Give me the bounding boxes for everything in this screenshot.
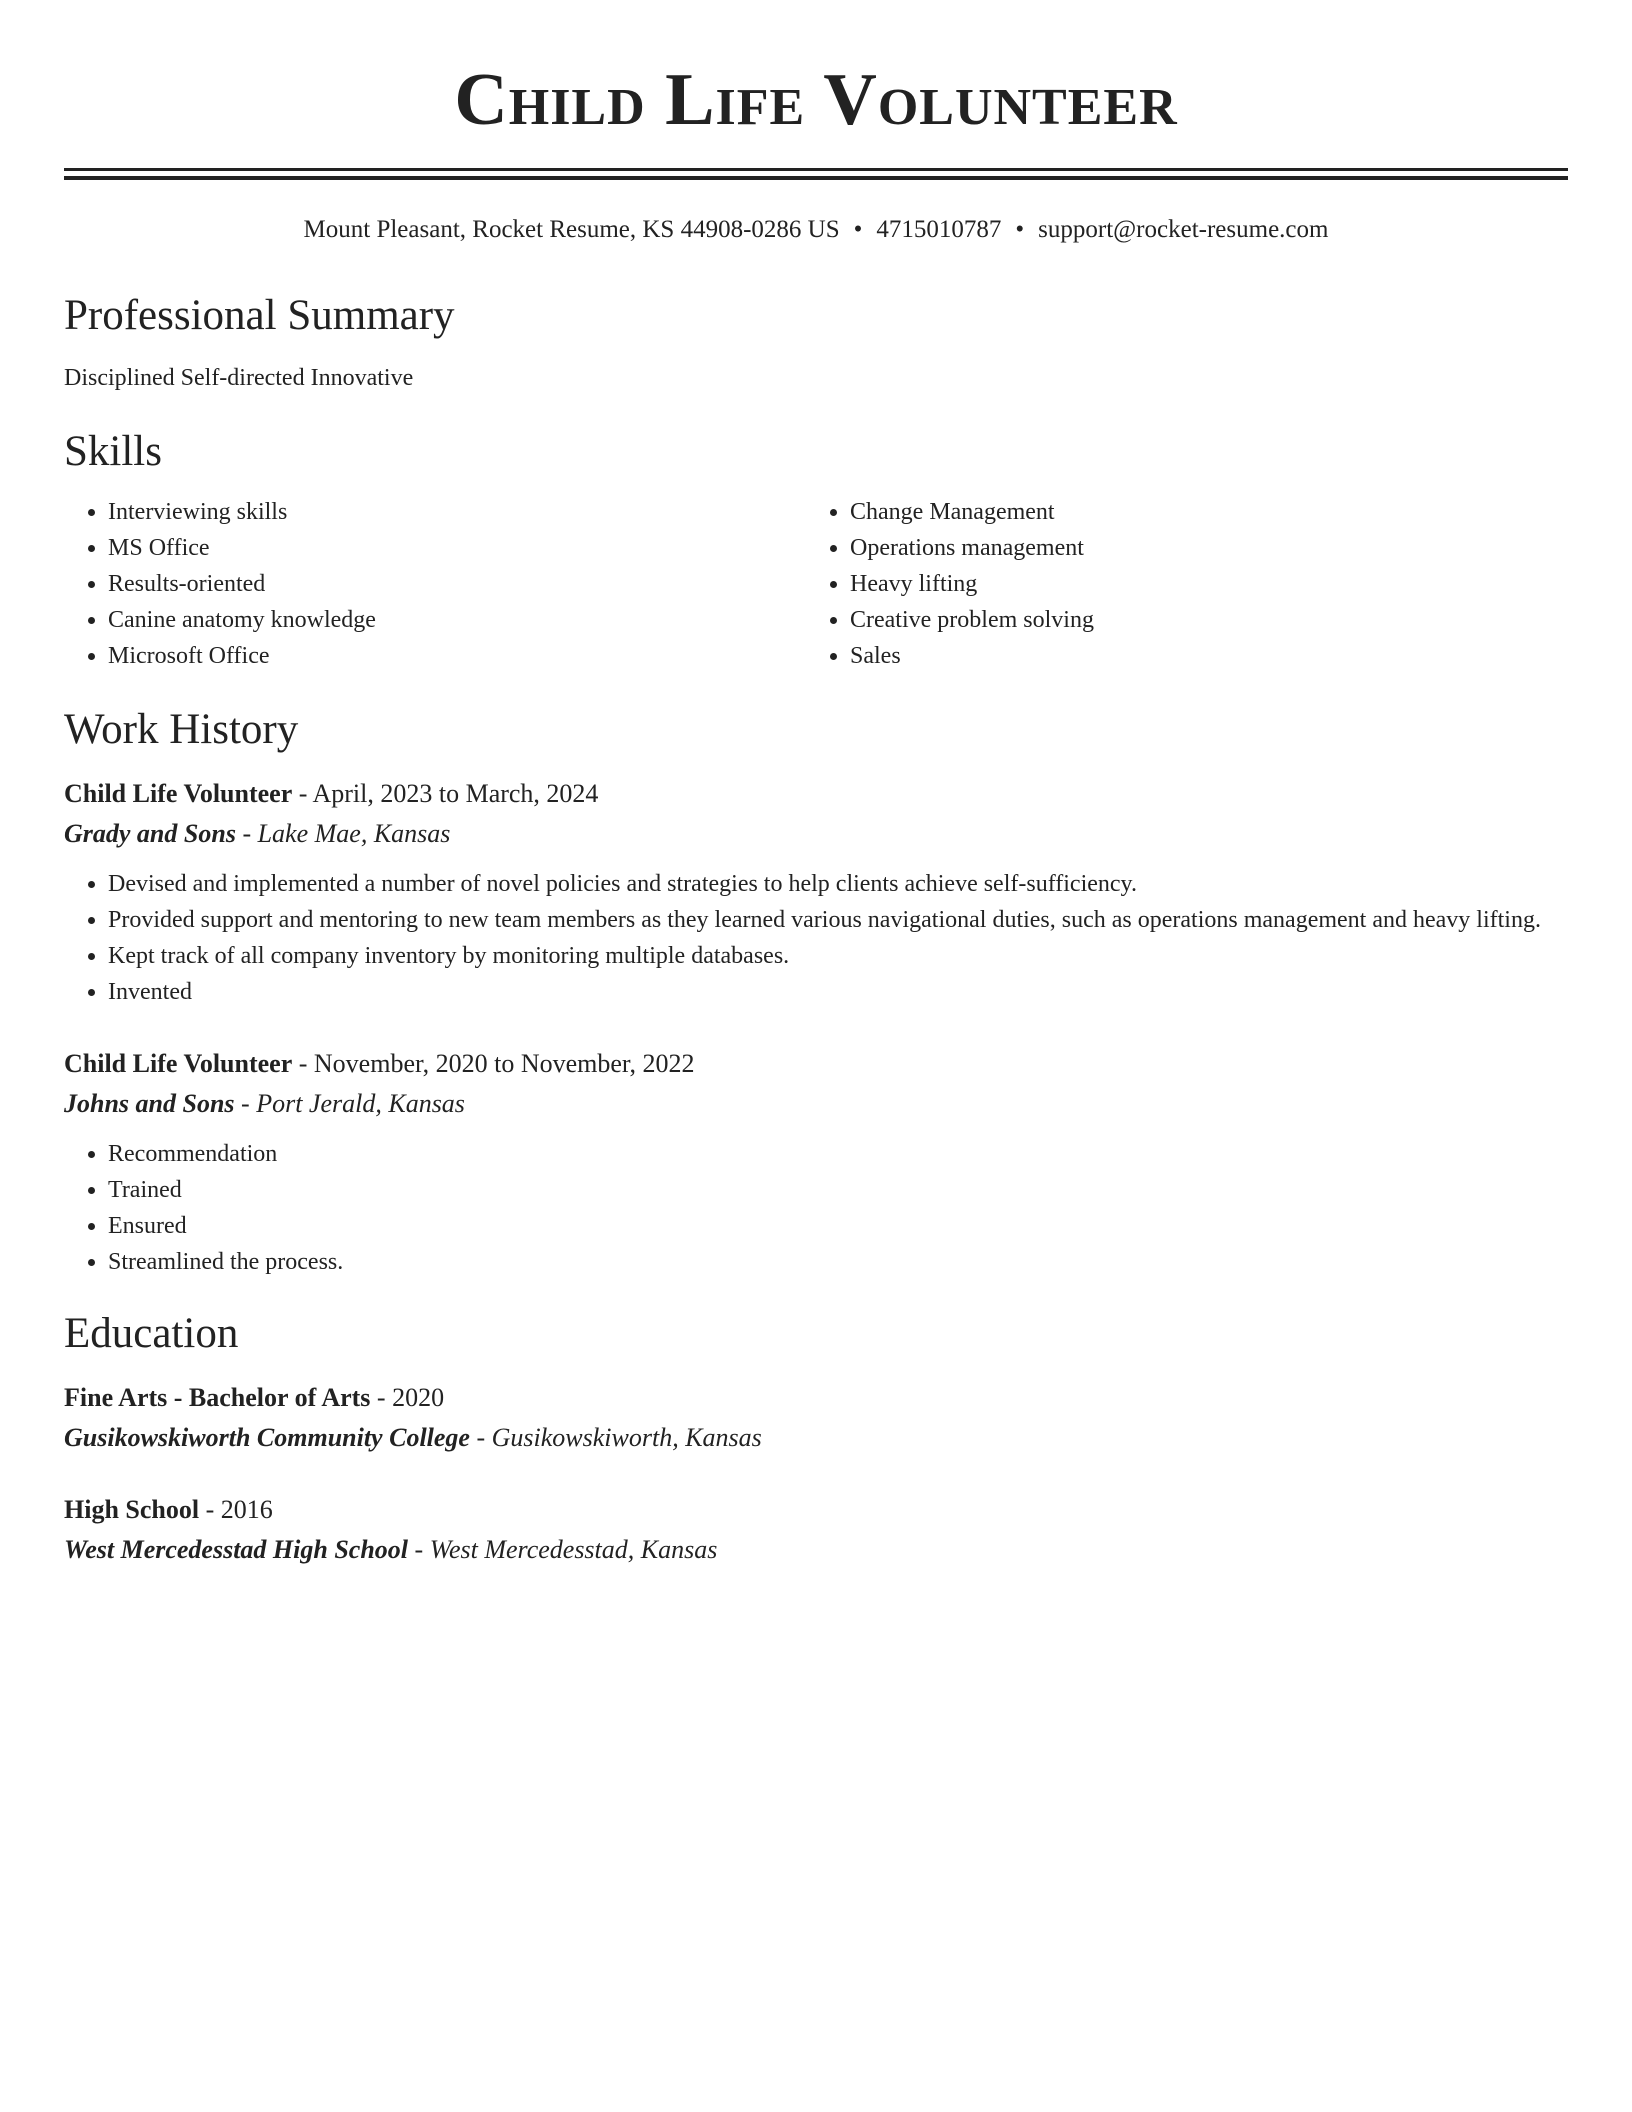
- job-bullet: • Streamlined the process.: [108, 1244, 1568, 1280]
- school-line: [64, 1420, 1568, 1456]
- bullet-separator: •: [1015, 216, 1025, 243]
- job-company: Grady and Sons: [64, 819, 236, 848]
- skill-item: • Change Management: [850, 494, 1548, 530]
- skill-item: • Results-oriented: [108, 566, 806, 602]
- job-bullet: • Trained: [108, 1172, 1568, 1208]
- job-role: Child Life Volunteer: [64, 779, 293, 808]
- degree-name: High School: [64, 1495, 200, 1524]
- skills-heading: Skills: [64, 428, 162, 475]
- job-bullet: • Recommendation: [108, 1136, 1568, 1172]
- job-bullet: • Provided support and mentoring to new team members as they learned various navigational duties, such as operations management and heavy lifting.: [108, 902, 1568, 938]
- work-history-heading: Work History: [64, 706, 299, 753]
- job-entry: [64, 776, 1568, 1010]
- school-name: West Mercedesstad High School: [64, 1535, 409, 1564]
- job-company-line: [64, 1086, 1568, 1122]
- skills-left-list: [64, 494, 806, 674]
- skill-item: • Microsoft Office: [108, 638, 806, 674]
- contact-phone: 4715010787: [876, 216, 1002, 243]
- double-rule-divider: [64, 168, 1568, 180]
- job-title-line: [64, 1046, 1568, 1082]
- skill-item: • Sales: [850, 638, 1548, 674]
- job-dates: - April, 2023 to March, 2024: [292, 779, 599, 808]
- job-location: - Lake Mae, Kansas: [235, 819, 451, 848]
- skill-item: • MS Office: [108, 530, 806, 566]
- degree-line: [64, 1492, 1568, 1528]
- degree-year: - 2016: [199, 1495, 273, 1524]
- skills-columns: [64, 494, 1568, 674]
- job-location: - Port Jerald, Kansas: [234, 1089, 465, 1118]
- job-entry: [64, 1046, 1568, 1280]
- bullet-separator: •: [853, 216, 863, 243]
- contact-line: [64, 214, 1568, 246]
- skill-item: • Canine anatomy knowledge: [108, 602, 806, 638]
- job-bullets: [64, 866, 1568, 1010]
- summary-text: Disciplined Self-directed Innovative: [64, 365, 414, 391]
- skill-item: • Operations management: [850, 530, 1548, 566]
- skill-item: • Heavy lifting: [850, 566, 1548, 602]
- summary-heading: Professional Summary: [64, 292, 455, 339]
- school-name: Gusikowskiworth Community College: [64, 1423, 470, 1452]
- skill-item: • Creative problem solving: [850, 602, 1548, 638]
- education-entry: [64, 1492, 1568, 1568]
- degree-line: [64, 1380, 1568, 1416]
- skill-item: • Interviewing skills: [108, 494, 806, 530]
- job-bullets: [64, 1136, 1568, 1280]
- job-bullet: • Ensured: [108, 1208, 1568, 1244]
- skills-right-list: [806, 494, 1548, 674]
- job-title-line: [64, 776, 1568, 812]
- school-location: - West Mercedesstad, Kansas: [408, 1535, 718, 1564]
- job-role: Child Life Volunteer: [64, 1049, 293, 1078]
- job-dates: - November, 2020 to November, 2022: [292, 1049, 695, 1078]
- contact-address: Mount Pleasant, Rocket Resume, KS 44908-0286 US: [303, 216, 840, 243]
- school-line: [64, 1532, 1568, 1568]
- job-company-line: [64, 816, 1568, 852]
- school-location: - Gusikowskiworth, Kansas: [469, 1423, 762, 1452]
- contact-email: support@rocket-resume.com: [1038, 216, 1329, 243]
- job-company: Johns and Sons: [64, 1089, 235, 1118]
- education-entry: [64, 1380, 1568, 1456]
- resume-name: Child Life Volunteer: [454, 59, 1178, 141]
- job-bullet: • Invented: [108, 974, 1568, 1010]
- degree-year: - 2020: [370, 1383, 445, 1412]
- job-bullet: • Devised and implemented a number of novel policies and strategies to help clients achieve self-sufficiency.: [108, 866, 1568, 902]
- education-heading: Education: [64, 1310, 239, 1357]
- degree-name: Fine Arts - Bachelor of Arts: [64, 1383, 371, 1412]
- job-bullet: • Kept track of all company inventory by monitoring multiple databases.: [108, 938, 1568, 974]
